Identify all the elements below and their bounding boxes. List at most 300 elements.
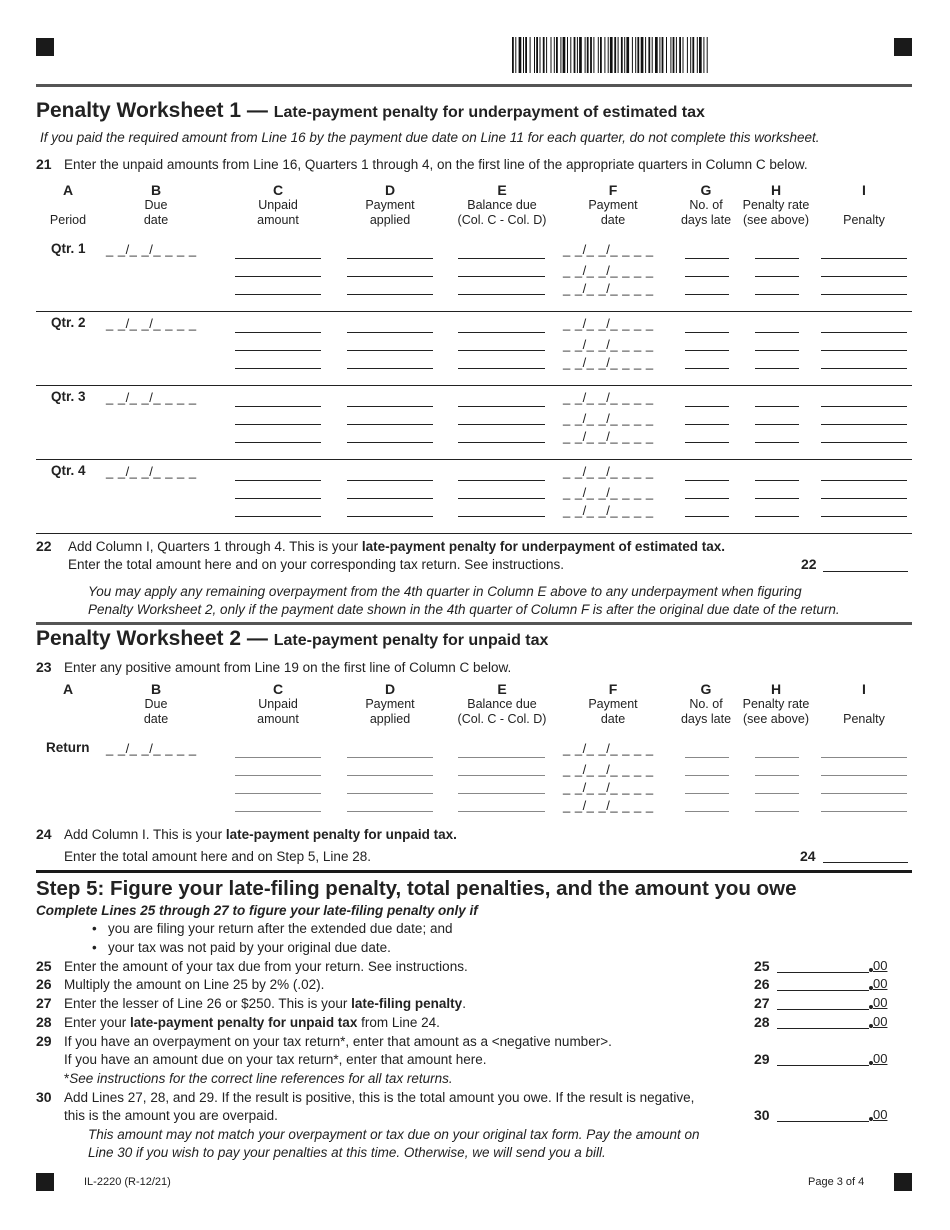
barcode-bar	[608, 37, 609, 73]
barcode-bar	[662, 37, 664, 73]
column-e-input[interactable]	[458, 516, 545, 517]
column-label-line-2: Penalty	[843, 711, 885, 726]
barcode-bar	[540, 37, 541, 73]
barcode-bar	[652, 37, 653, 73]
column-i-input[interactable]	[821, 775, 907, 776]
column-label-line-1: Balance due	[467, 198, 537, 212]
column-g-input[interactable]	[685, 350, 729, 351]
line-30-note-2: Line 30 if you wish to pay your penalties at this time. Otherwise, we will send you a bill.	[88, 1145, 606, 1160]
barcode-bar	[635, 37, 636, 73]
column-h-input[interactable]	[755, 480, 799, 481]
line-24-number: 24	[36, 826, 52, 842]
line-28-ref: 28	[754, 1014, 770, 1030]
barcode-bar	[679, 37, 681, 73]
barcode-bar	[626, 37, 629, 73]
barcode-bar	[648, 37, 650, 73]
column-label-line-1: Payment	[588, 198, 638, 212]
worksheet-1-intro: If you paid the required amount from Line 16 by the payment due date on Line 11 for each quarter, do not complete this worksheet.	[40, 130, 820, 145]
column-label-line-1: No. of	[689, 198, 723, 212]
column-d-input[interactable]	[347, 294, 433, 295]
due-date-field[interactable]: _ _/_ _/_ _ _ _	[106, 741, 197, 756]
barcode-bar	[515, 37, 516, 73]
column-label-line-1: Unpaid	[258, 198, 298, 212]
column-d-input[interactable]	[347, 276, 433, 277]
column-i-input[interactable]	[821, 793, 907, 794]
line-25-number: 25	[36, 958, 52, 974]
column-h-input[interactable]	[755, 258, 799, 259]
line-30-text-2: this is the amount you are overpaid.	[64, 1108, 278, 1123]
line-21-text: Enter the unpaid amounts from Line 16, Quarters 1 through 4, on the first line of the appropriate quarters in Column C below.	[64, 157, 808, 172]
column-label-line-2: (Col. C - Col. D)	[457, 212, 547, 227]
column-h-input[interactable]	[755, 811, 799, 812]
column-c-input[interactable]	[235, 350, 321, 351]
barcode-bar	[525, 37, 527, 73]
payment-date-field[interactable]: _ _/_ _/_ _ _ _	[563, 762, 654, 777]
column-c-input[interactable]	[235, 332, 321, 333]
column-h-input[interactable]	[755, 442, 799, 443]
step-5-title: Step 5: Figure your late-filing penalty, total penalties, and the amount you owe	[36, 877, 797, 900]
barcode-bar	[536, 37, 538, 73]
column-label-line-2: Period	[49, 212, 87, 227]
column-h-input[interactable]	[755, 757, 799, 758]
payment-date-field[interactable]: _ _/_ _/_ _ _ _	[563, 337, 654, 352]
column-i-input[interactable]	[821, 276, 907, 277]
column-e-input[interactable]	[458, 258, 545, 259]
barcode-bar	[567, 37, 568, 73]
column-label-line-2: (Col. C - Col. D)	[457, 711, 547, 726]
barcode-bar	[699, 37, 702, 73]
column-d-input[interactable]	[347, 793, 433, 794]
line-28-text: Enter your late-payment penalty for unpaid tax from Line 24.	[64, 1015, 440, 1030]
column-h-input[interactable]	[755, 516, 799, 517]
column-d-input[interactable]	[347, 811, 433, 812]
form-id: IL-2220 (R-12/21)	[84, 1176, 171, 1188]
step-5-bullet-1: • you are filing your return after the extended due date; and	[92, 921, 453, 936]
column-e-input[interactable]	[458, 406, 545, 407]
line-22-ref: 22	[801, 556, 817, 572]
barcode-bar	[687, 37, 688, 73]
payment-date-field[interactable]: _ _/_ _/_ _ _ _	[563, 281, 654, 296]
payment-date-field[interactable]: _ _/_ _/_ _ _ _	[563, 798, 654, 813]
column-label-line-2: Penalty	[843, 212, 885, 227]
column-d-input[interactable]	[347, 775, 433, 776]
line-30-number: 30	[36, 1089, 52, 1105]
column-g-input[interactable]	[685, 332, 729, 333]
barcode-bar	[637, 37, 639, 73]
column-header-e	[442, 182, 562, 227]
worksheet-1-note-2: Penalty Worksheet 2, only if the payment date shown in the 4th quarter of Column F is after the original due date of the return.	[88, 602, 840, 617]
column-i-input[interactable]	[821, 424, 907, 425]
barcode-bar	[523, 37, 524, 73]
barcode-bar	[512, 37, 514, 73]
column-d-input[interactable]	[347, 498, 433, 499]
column-label-line-2: (see above)	[742, 711, 809, 726]
line-27-ref: 27	[754, 995, 770, 1011]
quarter-separator	[36, 385, 912, 386]
barcode-bar	[574, 37, 576, 73]
column-h-input[interactable]	[755, 775, 799, 776]
line-29-text-1: If you have an overpayment on your tax return*, enter that amount as a <negative number>.	[64, 1034, 612, 1049]
barcode-bar	[554, 37, 555, 73]
payment-date-field[interactable]: _ _/_ _/_ _ _ _	[563, 503, 654, 518]
column-label-line-1: Balance due	[467, 697, 537, 711]
line-23-text: Enter any positive amount from Line 19 on the first line of Column C below.	[64, 660, 512, 675]
due-date-field[interactable]: _ _/_ _/_ _ _ _	[106, 242, 197, 257]
line-28-number: 28	[36, 1014, 52, 1030]
payment-date-field[interactable]: _ _/_ _/_ _ _ _	[563, 485, 654, 500]
payment-date-field[interactable]: _ _/_ _/_ _ _ _	[563, 355, 654, 370]
column-d-input[interactable]	[347, 516, 433, 517]
line-30-cents: 00	[873, 1107, 888, 1122]
column-g-input[interactable]	[685, 442, 729, 443]
barcode-bar	[598, 37, 599, 73]
column-h-input[interactable]	[755, 498, 799, 499]
column-letter: I	[862, 681, 866, 697]
column-c-input[interactable]	[235, 442, 321, 443]
column-d-input[interactable]	[347, 757, 433, 758]
barcode-bar	[659, 37, 660, 73]
step-5-bullet-2: • your tax was not paid by your original due date.	[92, 940, 391, 955]
column-e-input[interactable]	[458, 332, 545, 333]
column-h-input[interactable]	[755, 276, 799, 277]
column-label-line-1: Unpaid	[258, 697, 298, 711]
column-c-input[interactable]	[235, 294, 321, 295]
corner-mark-bottom-right	[894, 1173, 912, 1191]
line-22-input[interactable]	[823, 571, 908, 572]
column-header-e	[442, 681, 562, 726]
column-d-input[interactable]	[347, 350, 433, 351]
payment-date-field[interactable]: _ _/_ _/_ _ _ _	[563, 780, 654, 795]
column-label-line-2: applied	[369, 212, 411, 227]
column-g-input[interactable]	[685, 294, 729, 295]
column-g-input[interactable]	[685, 276, 729, 277]
column-label-line-2: date	[600, 711, 626, 726]
column-i-input[interactable]	[821, 258, 907, 259]
barcode-bar	[593, 37, 594, 73]
column-g-input[interactable]	[685, 516, 729, 517]
column-label-line-1: Payment	[365, 198, 415, 212]
barcode-bar	[673, 37, 675, 73]
barcode-bar	[618, 37, 619, 73]
column-i-input[interactable]	[821, 294, 907, 295]
barcode-bar	[670, 37, 671, 73]
column-g-input[interactable]	[685, 498, 729, 499]
line-27-text: Enter the lesser of Line 26 or $250. This is your late-filing penalty.	[64, 996, 466, 1011]
barcode-bar	[590, 37, 592, 73]
barcode-bar	[604, 37, 605, 73]
column-letter: G	[700, 681, 712, 697]
due-date-field[interactable]: _ _/_ _/_ _ _ _	[106, 316, 197, 331]
line-30-text-1: Add Lines 27, 28, and 29. If the result is positive, this is the total amount you owe. If the result is negative,	[64, 1090, 695, 1105]
column-label-line-1	[804, 697, 924, 712]
column-g-input[interactable]	[685, 775, 729, 776]
barcode-bar	[543, 37, 545, 73]
payment-date-field[interactable]: _ _/_ _/_ _ _ _	[563, 741, 654, 756]
column-letter: F	[608, 182, 618, 198]
column-d-input[interactable]	[347, 258, 433, 259]
column-i-input[interactable]	[821, 368, 907, 369]
column-d-input[interactable]	[347, 442, 433, 443]
column-e-input[interactable]	[458, 424, 545, 425]
payment-date-field[interactable]: _ _/_ _/_ _ _ _	[563, 411, 654, 426]
column-d-input[interactable]	[347, 424, 433, 425]
column-letter: B	[150, 681, 162, 697]
row-label: Qtr. 2	[51, 315, 86, 330]
barcode-bar	[614, 37, 616, 73]
step-5-rule	[36, 870, 912, 873]
line-22-text-2: Enter the total amount here and on your corresponding tax return. See instructions.	[68, 557, 565, 572]
column-h-input[interactable]	[755, 368, 799, 369]
column-label-line-1: Due	[144, 697, 168, 711]
barcode-bar	[570, 37, 571, 73]
barcode-bar	[610, 37, 613, 73]
line-27-number: 27	[36, 995, 52, 1011]
column-c-input[interactable]	[235, 793, 321, 794]
barcode-bar	[534, 37, 535, 73]
column-letter: I	[862, 182, 866, 198]
column-i-input[interactable]	[821, 811, 907, 812]
column-label-line-1: No. of	[689, 697, 723, 711]
quarter-separator	[36, 311, 912, 312]
column-d-input[interactable]	[347, 332, 433, 333]
payment-date-field[interactable]: _ _/_ _/_ _ _ _	[563, 464, 654, 479]
column-header-b	[96, 182, 216, 227]
column-label-line-2: days late	[680, 212, 732, 227]
column-header-d	[330, 182, 450, 227]
payment-date-field[interactable]: _ _/_ _/_ _ _ _	[563, 429, 654, 444]
column-e-input[interactable]	[458, 793, 545, 794]
line-29-ref: 29	[754, 1051, 770, 1067]
line-26-amount-input[interactable]	[777, 990, 869, 991]
line-24-text: Add Column I. This is your late-payment penalty for unpaid tax.	[64, 827, 457, 842]
column-c-input[interactable]	[235, 276, 321, 277]
column-i-input[interactable]	[821, 757, 907, 758]
column-e-input[interactable]	[458, 498, 545, 499]
barcode-bar	[690, 37, 691, 73]
line-30-amount-input[interactable]	[777, 1121, 869, 1122]
column-header-b	[96, 681, 216, 726]
column-c-input[interactable]	[235, 258, 321, 259]
line-23-number: 23	[36, 659, 52, 675]
line-27-cents: 00	[873, 995, 888, 1010]
column-i-input[interactable]	[821, 442, 907, 443]
corner-mark-bottom-left	[36, 1173, 54, 1191]
barcode-bar	[697, 37, 698, 73]
column-label-line-2: date	[143, 711, 169, 726]
line-24-input[interactable]	[823, 862, 908, 863]
column-c-input[interactable]	[235, 757, 321, 758]
column-g-input[interactable]	[685, 793, 729, 794]
barcode-bar	[692, 37, 694, 73]
column-label-line-2: amount	[257, 212, 299, 227]
due-date-field[interactable]: _ _/_ _/_ _ _ _	[106, 464, 197, 479]
column-i-input[interactable]	[821, 350, 907, 351]
column-c-input[interactable]	[235, 498, 321, 499]
column-letter: F	[608, 681, 618, 697]
column-letter: E	[497, 182, 507, 198]
barcode-bar	[683, 37, 684, 73]
column-i-input[interactable]	[821, 498, 907, 499]
line-25-cents: 00	[873, 958, 888, 973]
row-label: Return	[46, 740, 90, 755]
column-h-input[interactable]	[755, 406, 799, 407]
line-26-ref: 26	[754, 976, 770, 992]
column-d-input[interactable]	[347, 368, 433, 369]
column-i-input[interactable]	[821, 332, 907, 333]
column-label-line-1	[804, 198, 924, 213]
line-29-cents: 00	[873, 1051, 888, 1066]
line-26-number: 26	[36, 976, 52, 992]
column-c-input[interactable]	[235, 811, 321, 812]
column-letter: E	[497, 681, 507, 697]
column-e-input[interactable]	[458, 294, 545, 295]
line-25-amount-input[interactable]	[777, 972, 869, 973]
barcode-bar	[707, 37, 708, 73]
column-i-input[interactable]	[821, 406, 907, 407]
line-22-text: Add Column I, Quarters 1 through 4. This is your late-payment penalty for underpayment of estimated tax.	[68, 539, 725, 554]
barcode-bar	[655, 37, 658, 73]
quarter-separator	[36, 533, 912, 534]
column-label-line-1: Payment	[588, 697, 638, 711]
column-e-input[interactable]	[458, 775, 545, 776]
payment-date-field[interactable]: _ _/_ _/_ _ _ _	[563, 263, 654, 278]
page-number: Page 3 of 4	[808, 1176, 865, 1188]
column-c-input[interactable]	[235, 775, 321, 776]
column-d-input[interactable]	[347, 480, 433, 481]
column-letter: H	[770, 681, 782, 697]
column-h-input[interactable]	[755, 424, 799, 425]
line-22-number: 22	[36, 538, 52, 554]
column-letter: D	[384, 182, 396, 198]
column-g-input[interactable]	[685, 258, 729, 259]
column-label-line-1: Payment	[365, 697, 415, 711]
column-h-input[interactable]	[755, 294, 799, 295]
barcode-bar	[556, 37, 558, 73]
payment-date-field[interactable]: _ _/_ _/_ _ _ _	[563, 316, 654, 331]
due-date-field[interactable]: _ _/_ _/_ _ _ _	[106, 390, 197, 405]
column-letter: D	[384, 681, 396, 697]
column-h-input[interactable]	[755, 332, 799, 333]
line-28-amount-input[interactable]	[777, 1028, 869, 1029]
line-21-number: 21	[36, 156, 52, 172]
column-header-c	[218, 182, 338, 227]
column-letter: C	[272, 182, 284, 198]
column-g-input[interactable]	[685, 811, 729, 812]
column-g-input[interactable]	[685, 368, 729, 369]
line-26-text: Multiply the amount on Line 25 by 2% (.02).	[64, 977, 325, 992]
barcode-bar	[676, 37, 677, 73]
barcode-bar	[632, 37, 633, 73]
column-label-line-1: Penalty rate	[742, 198, 810, 212]
column-letter: A	[62, 182, 74, 198]
payment-date-field[interactable]: _ _/_ _/_ _ _ _	[563, 390, 654, 405]
barcode-bar	[546, 37, 547, 73]
quarter-separator	[36, 459, 912, 460]
barcode-bar	[585, 37, 586, 73]
column-g-input[interactable]	[685, 406, 729, 407]
row-label: Qtr. 1	[51, 241, 86, 256]
column-c-input[interactable]	[235, 368, 321, 369]
column-label-line-2: amount	[257, 711, 299, 726]
line-24-ref: 24	[800, 848, 816, 864]
barcode-bar	[587, 37, 589, 73]
column-g-input[interactable]	[685, 480, 729, 481]
worksheet-1-note-1: You may apply any remaining overpayment from the 4th quarter in Column E above to any underpayment when figuring	[88, 584, 802, 599]
column-e-input[interactable]	[458, 757, 545, 758]
column-h-input[interactable]	[755, 350, 799, 351]
barcode-bar	[519, 37, 522, 73]
column-c-input[interactable]	[235, 480, 321, 481]
line-25-ref: 25	[754, 958, 770, 974]
barcode-bar	[551, 37, 552, 73]
barcode-bar	[666, 37, 667, 73]
column-e-input[interactable]	[458, 350, 545, 351]
barcode-bar	[530, 37, 531, 73]
column-g-input[interactable]	[685, 424, 729, 425]
column-i-input[interactable]	[821, 480, 907, 481]
line-28-cents: 00	[873, 1014, 888, 1029]
line-25-text: Enter the amount of your tax due from your return. See instructions.	[64, 959, 468, 974]
barcode	[512, 37, 709, 73]
worksheet-1-title: Penalty Worksheet 1 — Late-payment penalty for underpayment of estimated tax	[36, 99, 705, 122]
line-24-text-2: Enter the total amount here and on Step 5, Line 28.	[64, 849, 371, 864]
column-i-input[interactable]	[821, 516, 907, 517]
line-30-note-1: This amount may not match your overpayment or tax due on your original tax form. Pay the amount on	[88, 1127, 700, 1142]
column-label-line-2: days late	[680, 711, 732, 726]
column-label-line-1: Due	[144, 198, 168, 212]
column-c-input[interactable]	[235, 516, 321, 517]
column-c-input[interactable]	[235, 406, 321, 407]
line-29-amount-input[interactable]	[777, 1065, 869, 1066]
column-label-line-2: date	[143, 212, 169, 227]
column-d-input[interactable]	[347, 406, 433, 407]
line-26-cents: 00	[873, 976, 888, 991]
corner-mark-top-left	[36, 38, 54, 56]
column-letter: G	[700, 182, 712, 198]
column-label-line-2: (see above)	[742, 212, 809, 227]
barcode-bar	[621, 37, 623, 73]
column-e-input[interactable]	[458, 811, 545, 812]
row-label: Qtr. 4	[51, 463, 86, 478]
payment-date-field[interactable]: _ _/_ _/_ _ _ _	[563, 242, 654, 257]
barcode-bar	[600, 37, 602, 73]
barcode-bar	[624, 37, 625, 73]
barcode-bar	[703, 37, 704, 73]
column-g-input[interactable]	[685, 757, 729, 758]
line-29-text-2: If you have an amount due on your tax return*, enter that amount here.	[64, 1052, 487, 1067]
header-rule	[36, 84, 912, 87]
corner-mark-top-right	[894, 38, 912, 56]
column-header-c	[218, 681, 338, 726]
barcode-bar	[641, 37, 644, 73]
line-27-amount-input[interactable]	[777, 1009, 869, 1010]
line-29-note: *See instructions for the correct line references for all tax returns.	[64, 1071, 453, 1086]
column-h-input[interactable]	[755, 793, 799, 794]
column-c-input[interactable]	[235, 424, 321, 425]
column-e-input[interactable]	[458, 442, 545, 443]
barcode-bar	[579, 37, 582, 73]
column-letter: C	[272, 681, 284, 697]
barcode-bar	[577, 37, 578, 73]
column-e-input[interactable]	[458, 480, 545, 481]
column-e-input[interactable]	[458, 276, 545, 277]
column-e-input[interactable]	[458, 368, 545, 369]
line-30-ref: 30	[754, 1107, 770, 1123]
column-letter: B	[150, 182, 162, 198]
barcode-bar	[563, 37, 566, 73]
column-header-i	[804, 182, 924, 227]
column-header-i	[804, 681, 924, 726]
